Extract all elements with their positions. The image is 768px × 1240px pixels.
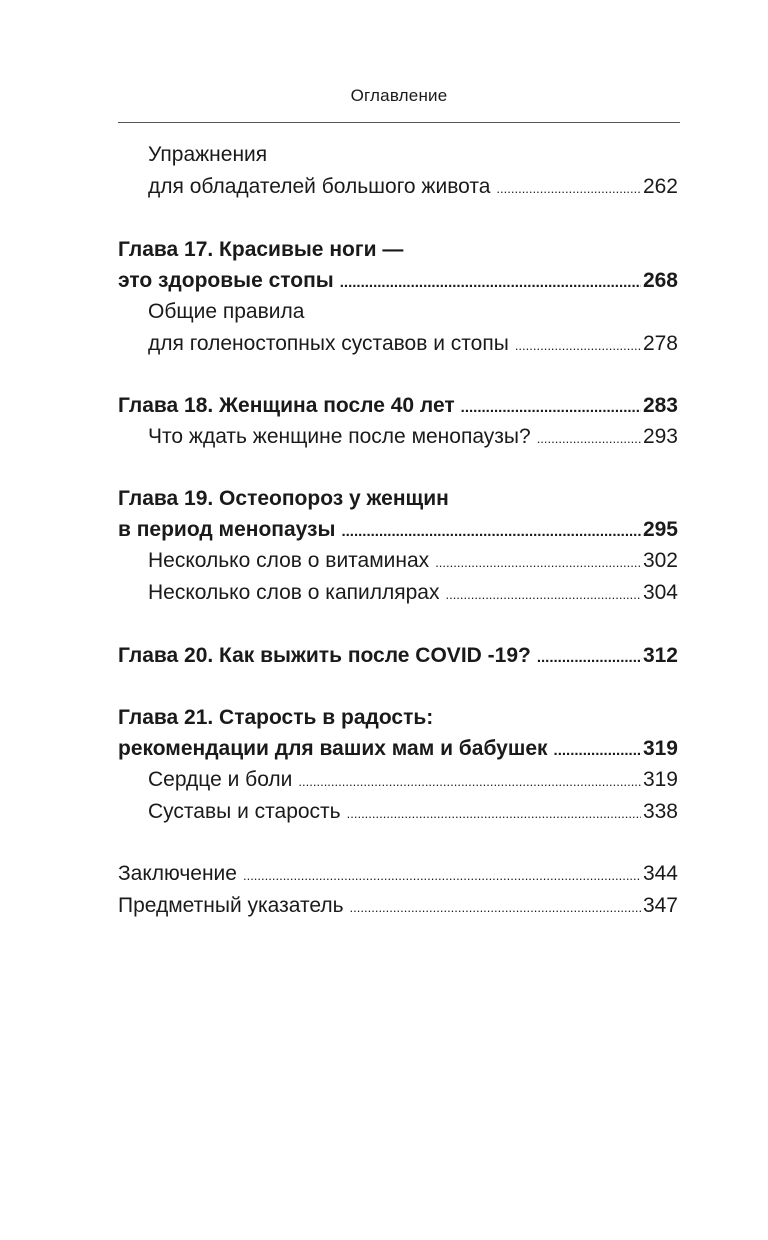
toc-page-number: 302 xyxy=(642,549,678,572)
toc-entry-text: для голеностопных суставов и стопы xyxy=(148,332,509,355)
toc-chapter-text: это здоровые стопы xyxy=(118,269,334,292)
toc-entry-last-line[interactable] xyxy=(148,332,678,364)
toc-chapter-last-line[interactable] xyxy=(118,737,678,769)
dot-leader xyxy=(537,650,641,665)
dot-leader xyxy=(515,339,641,352)
toc-chapter-text: Глава 19. Остеопороз у женщин xyxy=(118,487,449,510)
running-head-title: Оглавление xyxy=(350,86,448,105)
toc-page-number: 347 xyxy=(642,894,678,917)
dot-leader xyxy=(350,901,641,914)
toc-entry-title-line xyxy=(148,143,678,175)
toc-page-number: 262 xyxy=(642,175,678,198)
dot-leader xyxy=(347,807,641,820)
toc-chapter-last-line[interactable] xyxy=(118,518,678,550)
toc-chapter-title-line xyxy=(118,487,678,519)
toc-entry-last-line[interactable] xyxy=(148,800,678,832)
toc-entry-text: Что ждать женщине после менопаузы? xyxy=(148,425,531,448)
toc-page-number: 312 xyxy=(642,644,678,667)
toc-page-number: 344 xyxy=(642,862,678,885)
toc-entry-last-line[interactable] xyxy=(148,175,678,207)
toc-chapter-text: рекомендации для ваших мам и бабушек xyxy=(118,737,548,760)
toc-page-number: 268 xyxy=(642,269,678,292)
toc-chapter-text: Глава 21. Старость в радость: xyxy=(118,706,434,729)
toc-page-number: 338 xyxy=(642,800,678,823)
toc-chapter-last-line[interactable] xyxy=(118,269,678,301)
toc-endmatter-line[interactable] xyxy=(118,894,678,926)
toc-chapter-last-line[interactable] xyxy=(118,394,678,426)
toc-entry-last-line[interactable] xyxy=(148,425,678,457)
dot-leader xyxy=(461,400,641,415)
toc-chapter-title-line xyxy=(118,706,678,738)
toc-endmatter-line[interactable] xyxy=(118,862,678,894)
toc-chapter-text: Глава 17. Красивые ноги — xyxy=(118,238,404,261)
toc-entry-last-line[interactable] xyxy=(148,549,678,581)
toc-entry-last-line[interactable] xyxy=(148,581,678,613)
toc-page-number: 319 xyxy=(642,768,678,791)
toc-entry-title-line xyxy=(148,300,678,332)
dot-leader xyxy=(537,432,641,445)
dot-leader xyxy=(496,182,641,195)
dot-leader xyxy=(298,775,641,788)
toc-entry-text: Общие правила xyxy=(148,300,305,323)
toc-page-number: 319 xyxy=(642,737,678,760)
toc-entry-text: Несколько слов о витаминах xyxy=(148,549,430,572)
dot-leader xyxy=(243,869,641,882)
toc-page-number: 295 xyxy=(642,518,678,541)
toc-entry-text: Суставы и старость xyxy=(148,800,341,823)
toc-entry-text: Предметный указатель xyxy=(118,894,344,917)
toc-page-number: 278 xyxy=(642,332,678,355)
dot-leader xyxy=(340,275,641,290)
dot-leader xyxy=(554,743,641,758)
toc-page-number: 293 xyxy=(642,425,678,448)
toc-entry-text: для обладателей большого живота xyxy=(148,175,491,198)
toc-entry-text: Сердце и боли xyxy=(148,768,293,791)
toc-entry-text: Заключение xyxy=(118,862,237,885)
toc-page-number: 283 xyxy=(642,394,678,417)
toc-chapter-text: Глава 20. Как выжить после COVID -19? xyxy=(118,644,531,667)
toc-entry-text: Упражнения xyxy=(148,143,268,166)
dot-leader xyxy=(445,588,640,601)
toc-entry-text: Несколько слов о капиллярах xyxy=(148,581,440,604)
header-rule xyxy=(118,122,680,123)
dot-leader xyxy=(341,524,641,539)
toc-page-number: 304 xyxy=(642,581,678,604)
toc-chapter-title-line xyxy=(118,238,678,270)
toc-chapter-text: в период менопаузы xyxy=(118,518,336,541)
toc-chapter-last-line[interactable] xyxy=(118,644,678,676)
toc-chapter-text: Глава 18. Женщина после 40 лет xyxy=(118,394,455,417)
dot-leader xyxy=(435,556,641,569)
toc-entry-last-line[interactable] xyxy=(148,768,678,800)
